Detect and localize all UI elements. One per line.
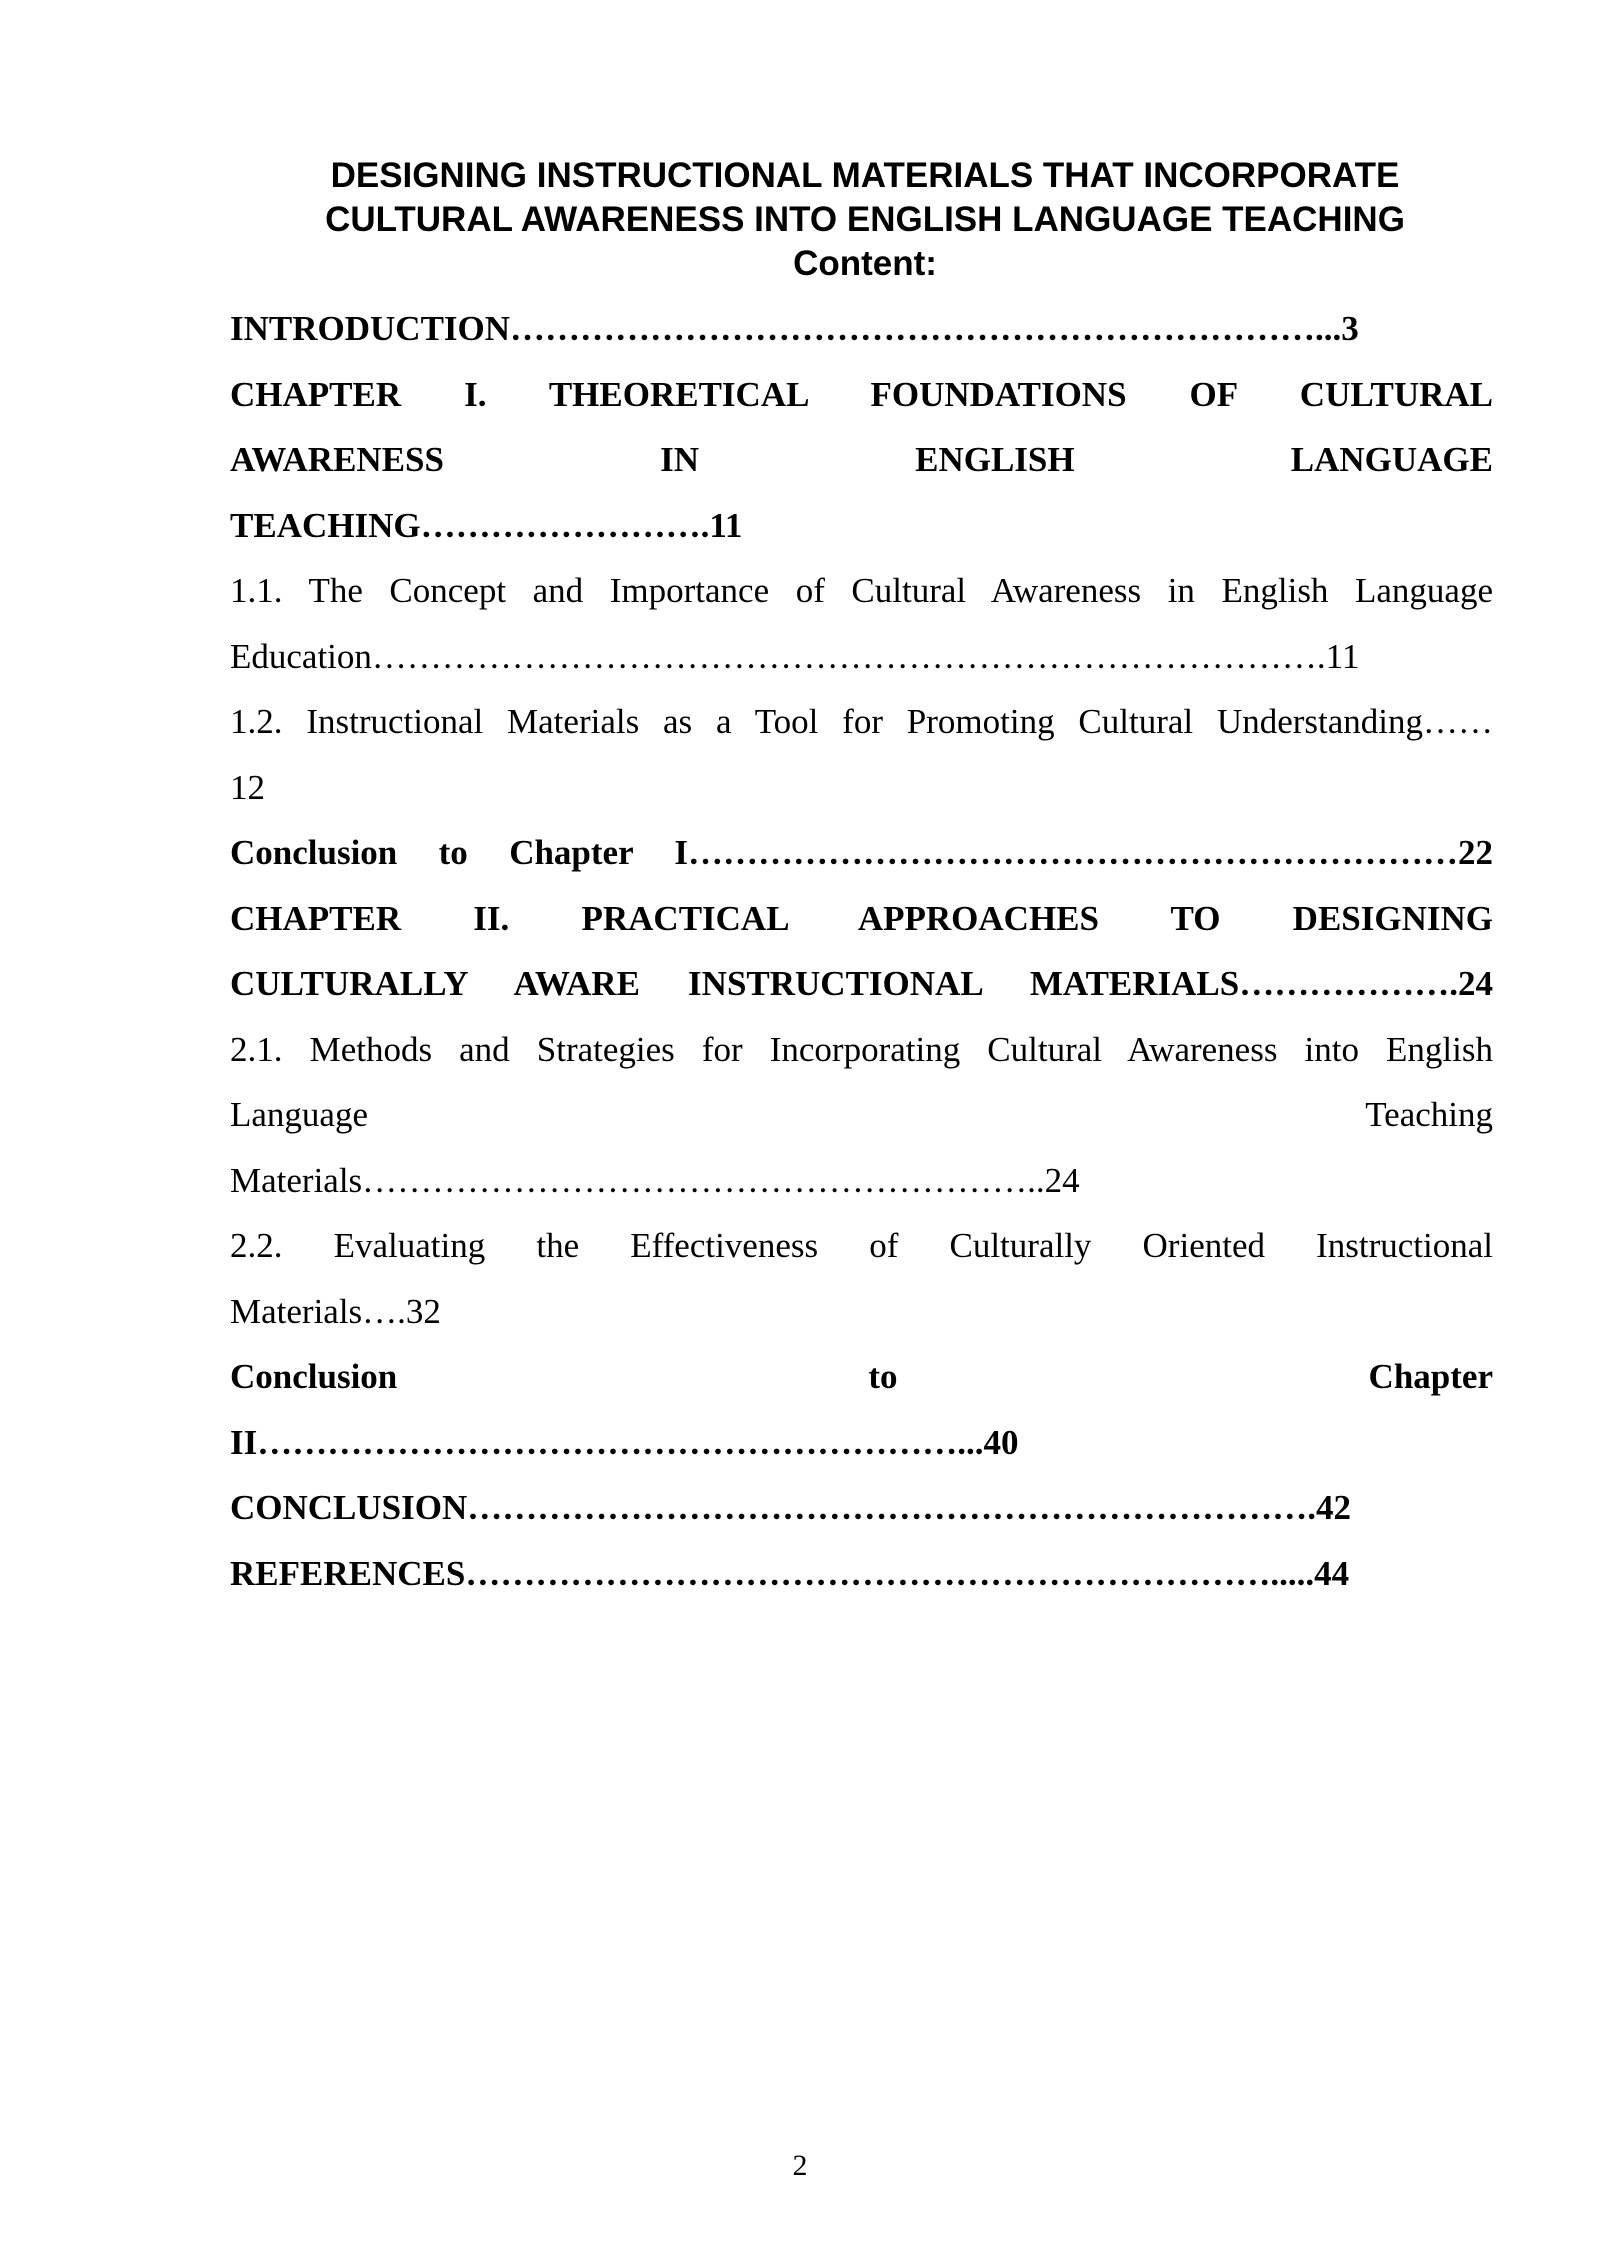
toc-entry-section-2-1-line-1: 2.1. Methods and Strategies for Incorporating Cultural Awareness into English: [230, 1029, 1493, 1069]
toc-entry-chapter-1-line-1: CHAPTER I. THEORETICAL FOUNDATIONS OF CULTURAL: [230, 374, 1493, 414]
toc-entry-conclusion: [230, 1475, 1493, 1541]
toc-entry-conclusion-text: CONCLUSION……………………………………………………………….42: [230, 1488, 1352, 1527]
document-title-line-1: DESIGNING INSTRUCTIONAL MATERIALS THAT INCORPORATE: [330, 156, 1400, 195]
toc-entry-introduction-text: INTRODUCTION……………………………………………………………...3: [230, 309, 1359, 348]
document-title: [230, 154, 1500, 242]
toc-entry-chapter-1-line-3: TEACHING…………………….11: [230, 505, 743, 545]
toc-entry-section-1-1-line-1: 1.1. The Concept and Importance of Cultural Awareness in English Language: [230, 571, 1493, 610]
toc-entry-section-1-2-line-1: 1.2. Instructional Materials as a Tool for Promoting Cultural Understanding……: [230, 702, 1493, 741]
toc-entry-chapter-2-line-1: CHAPTER II. PRACTICAL APPROACHES TO DESIGNING: [230, 898, 1493, 938]
toc-entry-section-2-1: [230, 1017, 1493, 1214]
toc-entry-section-2-2-line-1: 2.2. Evaluating the Effectiveness of Culturally Oriented Instructional: [230, 1226, 1493, 1265]
toc-entry-references-text: REFERENCES…………………………………………………………….....44: [230, 1553, 1350, 1593]
toc-entry-section-1-2: [230, 689, 1493, 820]
toc-entry-chapter-1: [230, 362, 1493, 559]
toc-entry-conclusion-chapter-2-line-2: II……………………………………………………...40: [230, 1422, 1019, 1462]
toc-entry-chapter-1-line-2: AWARENESS IN ENGLISH LANGUAGE: [230, 440, 1493, 479]
toc-entry-references: [230, 1541, 1493, 1607]
content-heading: Content:: [793, 244, 937, 283]
toc-entry-conclusion-chapter-2: [230, 1344, 1493, 1475]
toc-entry-section-1-1: [230, 558, 1493, 689]
page-number: 2: [792, 2149, 808, 2182]
toc-entry-section-1-1-line-2: Education……………………………………………………………………….11: [230, 636, 1360, 676]
toc-entry-chapter-2: [230, 886, 1493, 1017]
toc-entry-conclusion-chapter-1-text: Conclusion to Chapter I…………………………………………………………22: [230, 833, 1493, 872]
table-of-contents: [230, 296, 1493, 1606]
toc-entry-section-2-1-line-2: Language Teaching: [230, 1095, 1493, 1134]
toc-entry-conclusion-chapter-2-line-1: Conclusion to Chapter: [230, 1357, 1493, 1396]
toc-entry-section-2-1-line-3: Materials…………………………………………………..24: [230, 1160, 1080, 1200]
toc-entry-conclusion-chapter-1: [230, 820, 1493, 886]
toc-entry-section-1-2-line-2: 12: [230, 767, 265, 807]
toc-entry-section-2-2: [230, 1213, 1493, 1344]
toc-entry-introduction: [230, 296, 1493, 362]
document-title-line-2: CULTURAL AWARENESS INTO ENGLISH LANGUAGE TEACHING: [325, 200, 1405, 239]
toc-entry-section-2-2-line-2: Materials….32: [230, 1291, 441, 1331]
toc-entry-chapter-2-line-2: CULTURALLY AWARE INSTRUCTIONAL MATERIALS……………….24: [230, 964, 1493, 1003]
